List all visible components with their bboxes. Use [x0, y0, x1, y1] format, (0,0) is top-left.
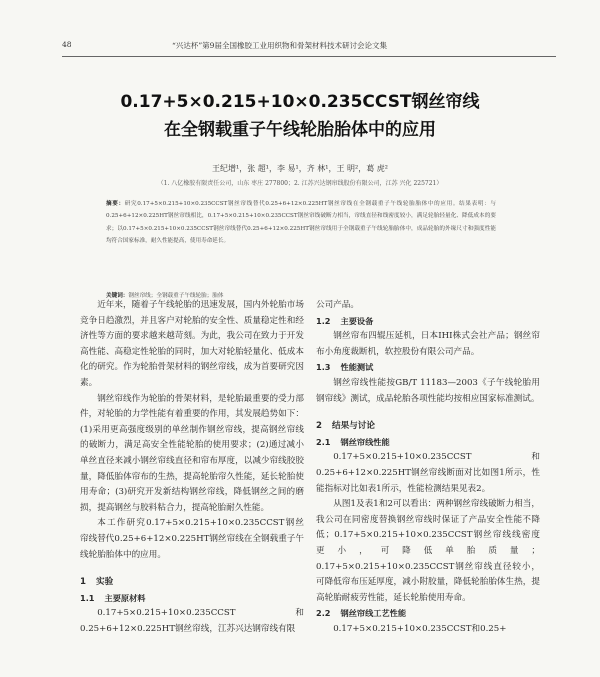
- section-heading-process: 2.2 钢丝帘线工艺性能: [316, 608, 407, 619]
- equipment-paragraph: 钢丝帘布四辊压延机，日本IHI株式会社产品；钢丝帘布小角度裁断机，软控股份有限公司产品。: [316, 331, 540, 357]
- keywords-label: 关键词：: [106, 293, 129, 299]
- section-heading-equipment: 1.2 主要设备: [316, 315, 374, 326]
- section-heading-cord: 2.1 钢丝帘线性能: [316, 436, 390, 447]
- intro-paragraph-3: 本工作研究0.17+5×0.215+10×0.235CCST钢丝帘线替代0.25+6+12×0.225HT钢丝帘线在全钢载重子午线轮胎胎体中的应用。: [80, 518, 304, 560]
- section-heading-test: 1.3 性能测试: [316, 362, 374, 373]
- keywords-text: 钢丝帘线；全钢载重子午线轮胎；胎体: [128, 293, 224, 299]
- process-paragraph: 0.17+5×0.215+10×0.235CCST和0.25+: [333, 623, 507, 634]
- title-line-2: 在全钢载重子午线轮胎胎体中的应用: [164, 120, 436, 140]
- section-heading-results: 2 结果与讨论: [316, 421, 375, 432]
- section-heading-experiment: 1 实验: [80, 577, 114, 588]
- section-heading-materials: 1.1 主要原材料: [80, 592, 146, 603]
- header-rule: [62, 56, 556, 57]
- page-header: [62, 40, 562, 54]
- abstract-label: 摘要：: [106, 201, 125, 207]
- paper-title: [60, 88, 540, 144]
- title-line-1: 0.17+5×0.215+10×0.235CCST钢丝帘线: [120, 92, 480, 112]
- intro-paragraph-2: 钢丝帘线作为轮胎的骨架材料，是轮胎最重要的受力部件，对轮胎的力学性能有着重要的作用，其发展趋势如下：(1)采用更高强度级别的单丝制作钢丝帘线，提高钢丝帘线的破断力，满足高安全性能轮胎的使用要求；(2)通过减小单丝直径来减小钢丝帘线直径和帘布厚度，以减少帘线胶胶量，降低胎体帘布的生热，提高轮胎帘久性能，延长轮胎使用寿命；(3)研究开发新结构钢丝帘线，降低钢丝之间的磨损，提高钢丝与胶料粘合力，提高轮胎耐久性能。: [80, 393, 304, 513]
- running-head: “兴达杯”第9届全国橡胶工业用织物和骨架材料技术研讨会论文集: [172, 41, 387, 50]
- cord-paragraph-2: 从图1及表1和2可以看出：两种钢丝帘线破断力相当，我公司在同密度替换钢丝帘线时保证了产品安全性能不降低；0.17+5×0.215+10×0.235CCST钢丝帘线线密度更小，可降低单胎质量；0.17+5×0.215+10×0.235CCST钢丝帘线直径较小，可降低帘布压延厚度，减小附胶量，降低轮胎胎体生热，提高轮胎耐疲劳性能，延长轮胎使用寿命。: [316, 499, 540, 603]
- abstract-text: 研究0.17+5×0.215+10×0.235CCST钢丝帘线替代0.25+6+12×0.225HT钢丝帘线在全钢载重子午线轮胎胎体中的应用。结果表明：与0.25+6+12×0.225HT钢丝帘线相比，0.17+5×0.215+10×0.235CCST钢丝帘线破断力相当，帘线直径和线密度较小，满足轮胎轻量化、降低成本的要求；以0.17+5×0.215+10×0.235CCST钢丝帘线替代0.25+6+12×0.225HT钢丝帘线用于全钢载重子午线轮胎胎体中，成品轮胎的外缘尺寸和强度性能均符合国家标准，耐久性能提高，使用寿命延长。: [106, 201, 496, 245]
- materials-paragraph-cont: 公司产品。: [316, 300, 359, 310]
- abstract: [106, 198, 496, 248]
- test-paragraph: 钢丝帘线性能按GB/T 11183—2003《子午线轮胎用钢帘线》测试，成品轮胎各项性能均按相应国家标准测试。: [316, 377, 540, 404]
- intro-paragraph-1: 近年来，随着子午线轮胎的迅速发展，国内外轮胎市场竞争日趋激烈，并且客户对轮胎的安全性、质量稳定性和经济性等方面的要求越来越苛刻。为此，我公司在致力于开发高性能、高稳定性轮胎的同时，加大对轮胎轻量化、低成本化的研究。作为轮胎骨架材料的钢丝帘线，成为首要研究因素。: [80, 300, 304, 388]
- materials-paragraph: 0.17+5×0.215+10×0.235CCST和0.25+6+12×0.225HT钢丝帘线，江苏兴达钢帘线有限: [80, 608, 304, 634]
- affiliations: （1. 八亿橡胶有限责任公司，山东 枣庄 277800；2. 江苏兴达钢帘线股份有限公司，江苏 兴化 225721）: [157, 180, 443, 187]
- right-column: [316, 298, 540, 637]
- left-column: [80, 298, 304, 637]
- page-number: 48: [62, 40, 72, 49]
- cord-paragraph-1: 0.17+5×0.215+10×0.235CCST和0.25+6+12×0.225HT钢丝帘线断面对比如图1所示，性能指标对比如表1所示，性能检测结果见表2。: [316, 452, 540, 494]
- authors: 王纪增¹，张 超¹，李 易¹，齐 林¹，王 明²，葛 虎²: [212, 164, 388, 173]
